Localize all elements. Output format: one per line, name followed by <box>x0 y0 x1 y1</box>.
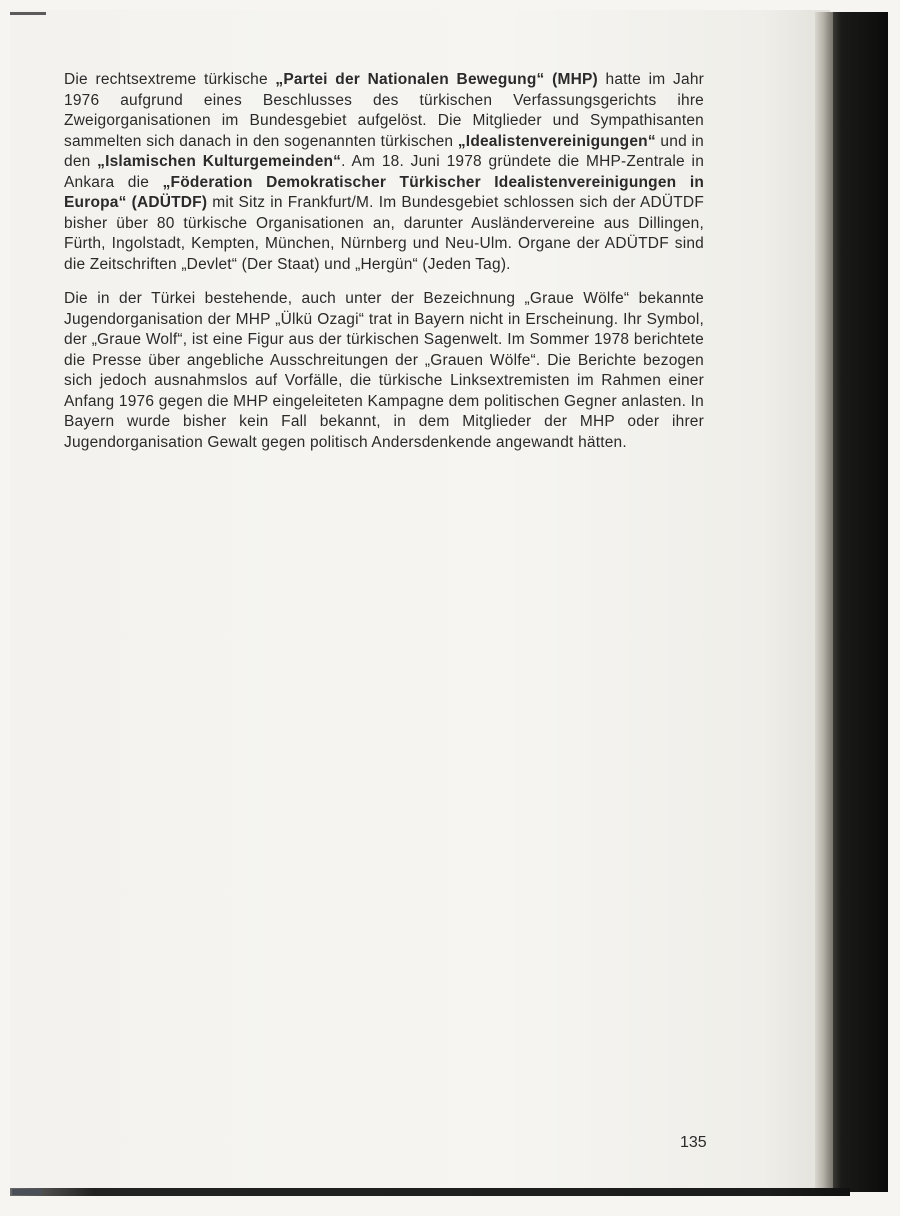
body-text <box>64 70 704 467</box>
book-spine-shadow <box>833 12 888 1192</box>
bold-term-mhp: „Partei der Nationalen Bewegung“ (MHP) <box>275 71 598 88</box>
scan-top-left-mark <box>10 12 46 15</box>
paragraph1-text-3: und in den <box>64 132 704 170</box>
bold-term-adutdf: „Föderation Demokratischer Türkischer Idealistenvereinigungen in Europa“ (ADÜTDF) <box>64 173 704 211</box>
paragraph1-text-1: Die rechtsextreme türkische <box>64 71 276 88</box>
bottom-edge-band <box>10 1188 850 1196</box>
page-edge-shadow <box>815 12 835 1192</box>
paragraph1-text-5: mit Sitz in Frankfurt/M. Im Bundesgebiet schlossen sich der ADÜTDF bisher über 80 türkische Organisationen an, darunter Ausländervereine aus Dillingen, Fürth, Ingolstadt, Kempten, München, Nürnberg und Neu-Ulm. Organe der ADÜTDF sind die Zeitschriften „Devlet“ (Der Staat) und „Hergün“ (Jeden Tag). <box>64 194 704 273</box>
bold-term-kulturgemeinden: „Islamischen Kulturgemeinden“ <box>97 153 342 170</box>
page-number: 135 <box>680 1134 707 1151</box>
paragraph-graue-woelfe: Die in der Türkei bestehende, auch unter der Bezeichnung „Graue Wölfe“ bekannte Jugendorganisation der MHP „Ülkü Ozagi“ trat in Bayern nicht in Erscheinung. Ihr Symbol, der „Graue Wolf“, ist eine Figur aus der türkischen Sagenwelt. Im Sommer 1978 berichtete die Presse über angebliche Ausschreitungen der „Grauen Wölfe“. Die Berichte bezogen sich jedoch ausnahmslos auf Vorfälle, die türkische Linksextremisten im Rahmen einer Anfang 1976 gegen die MHP eingeleiteten Kampagne dem politischen Gegner anlasten. In Bayern wurde bisher kein Fall bekannt, in dem Mitglieder der MHP oder ihrer Jugendorganisation Gewalt gegen politisch Andersdenkende angewandt hätten. <box>64 290 704 451</box>
scan-corner-mark <box>12 1189 42 1195</box>
bold-term-idealistenvereinigungen: „Idealistenvereinigungen“ <box>457 132 656 150</box>
paragraph1-text-4: . Am 18. Juni 1978 gründete die MHP-Zentrale in Ankara die <box>64 153 705 191</box>
paragraph1-text-2: hatte im Jahr 1976 aufgrund eines Beschlusses des türkischen Verfassungsgerichts ihre Zweigorganisationen im Bundesgebiet aufgelöst. Die Mitglieder und Sympathisanten sammelten sich danach in den sogenannten türkischen <box>64 71 704 150</box>
paragraph-mhp-organisation <box>64 70 704 275</box>
